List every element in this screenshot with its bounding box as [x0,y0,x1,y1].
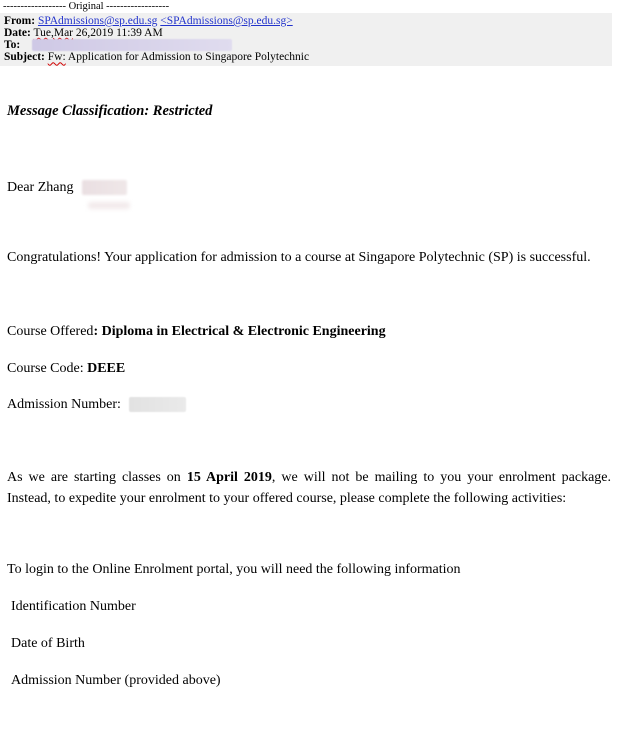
subject-value: Application for Admission to Singapore Polytechnic [67,51,310,64]
subject-spellcheck-flagged: Fw: [47,51,66,64]
date-line [4,27,609,39]
to-label: To: [4,39,21,51]
salutation-text: Dear Zhang [7,180,74,196]
subject-line [4,51,609,63]
recipient-name-redaction [82,180,127,195]
congratulations-paragraph [7,247,611,268]
from-label: From: [4,15,36,27]
from-address-bracketed-link[interactable]: <SPAdmissions@sp.edu.sg> [160,15,293,27]
date-label: Date: [4,27,31,39]
course-offered-label: Course Offered [7,324,94,340]
original-divider: ------------------ Original ------------------ [3,1,170,12]
checklist-item-admission-number: Admission Number (provided above) [11,673,221,689]
message-classification: Message Classification: Restricted [7,103,213,120]
admission-number-label: Admission Number: [7,397,121,413]
course-code-line [7,358,636,379]
admission-number-line [7,394,636,415]
login-info-line: To login to the Online Enrolment portal, you will need the following information [7,562,461,578]
subject-label: Subject: [4,51,45,64]
email-header [0,13,612,66]
classes-paragraph [7,467,611,509]
from-line [4,15,609,27]
admission-number-redaction [129,397,186,412]
course-code-label: Course Code: [7,361,84,377]
checklist-item-date-of-birth: Date of Birth [11,636,85,652]
to-line [4,39,609,51]
checklist-item-identification-number: Identification Number [11,599,136,615]
course-code-value: DEEE [87,361,126,377]
classes-paragraph-pre: As we are starting classes on [7,470,187,486]
congratulations-text: Congratulations! Your application for admission to a course at Singapore Polytechnic (SP) is successful. [7,250,591,266]
date-spellcheck-flagged: Tue,Mar [33,27,74,39]
recipient-name-redaction-ghost [88,202,130,209]
to-address-redaction [32,39,232,51]
classes-start-date: 15 April 2019 [186,470,272,486]
course-offered-line [7,321,636,342]
course-offered-value: : Diploma in Electrical & Electronic Engineering [93,324,386,340]
from-address-link[interactable]: SPAdmissions@sp.edu.sg [37,15,158,27]
date-value: 26,2019 11:39 AM [75,27,163,39]
classes-paragraph-post: , we will not be mailing to you your enrolment package. Instead, to expedite your enrolment to your offered course, please complete the following activities: [7,470,611,507]
salutation-line [7,177,636,198]
